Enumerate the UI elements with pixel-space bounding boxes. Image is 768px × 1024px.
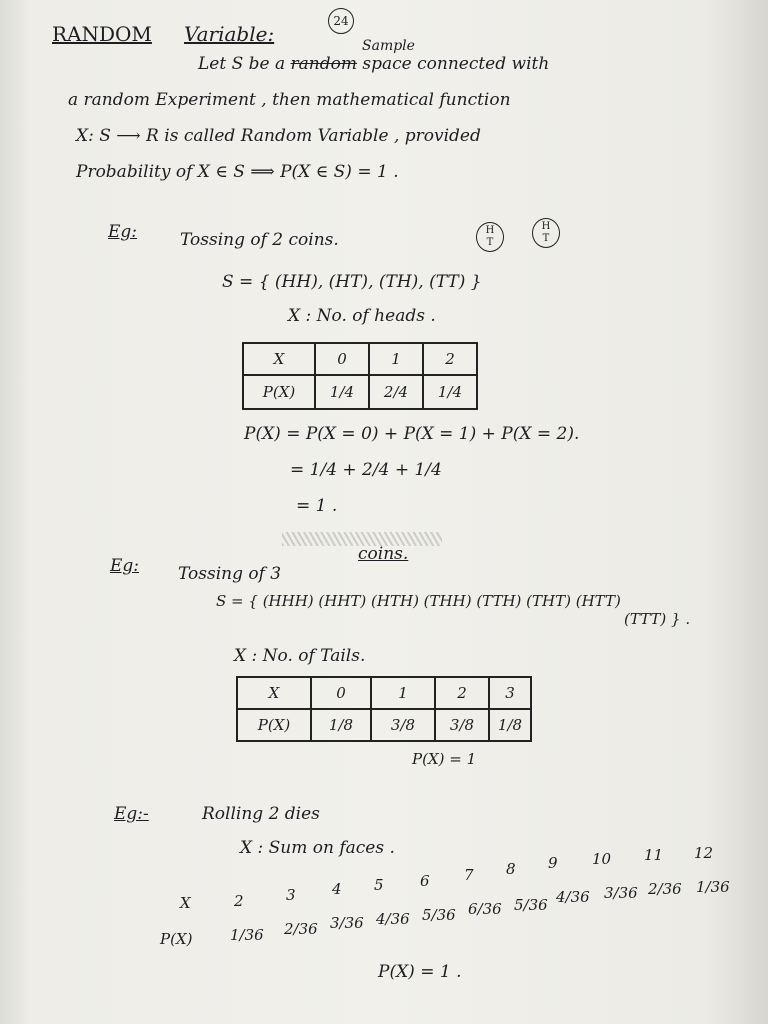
- table-cell: 3/8: [435, 709, 489, 741]
- p-value: 5/36: [514, 896, 548, 914]
- p-value: 6/36: [468, 900, 502, 918]
- x-row-label: X: [180, 894, 191, 912]
- x-value: 8: [506, 860, 516, 878]
- example2-sample-space-2: (TTT) } .: [624, 610, 691, 628]
- table-cell: 1/8: [489, 709, 531, 741]
- table-cell: 2: [435, 677, 489, 709]
- p-row-label: P(X): [160, 930, 193, 948]
- p-value: 1/36: [230, 926, 264, 944]
- table-cell: 1: [371, 677, 435, 709]
- table-row: [237, 709, 531, 741]
- example3-variable: X : Sum on faces .: [240, 838, 395, 858]
- table-cell: X: [237, 677, 311, 709]
- p-value: 4/36: [556, 888, 590, 906]
- x-value: 11: [644, 846, 664, 864]
- example1-variable: X : No. of heads .: [288, 306, 436, 326]
- example1-sum-3: = 1 .: [296, 496, 338, 516]
- table-row: [243, 343, 477, 375]
- insert-word: Sample: [362, 38, 415, 54]
- x-value: 3: [286, 886, 296, 904]
- table-cell: P(X): [237, 709, 311, 741]
- p-value: 3/36: [330, 914, 364, 932]
- x-value: 4: [332, 880, 342, 898]
- table-cell: 2/4: [369, 375, 423, 409]
- heading-random: RANDOM: [52, 22, 152, 46]
- example1-label: Eg:: [108, 222, 138, 242]
- example1-sample-space: S = { (HH), (HT), (TH), (TT) }: [222, 272, 482, 292]
- x-value: 12: [694, 844, 714, 862]
- table-cell: 0: [311, 677, 371, 709]
- table-row: [237, 677, 531, 709]
- p-value: 2/36: [648, 880, 682, 898]
- x-value: 9: [548, 854, 558, 872]
- example1-sum-1: P(X) = P(X = 0) + P(X = 1) + P(X = 2).: [244, 424, 580, 444]
- page-number: 24: [328, 8, 354, 34]
- example2-variable: X : No. of Tails.: [234, 646, 366, 666]
- table-cell: 3/8: [371, 709, 435, 741]
- table-cell: 1/4: [315, 375, 369, 409]
- table-cell: P(X): [243, 375, 315, 409]
- struck-word: random: [290, 54, 357, 74]
- definition-line-2: a random Experiment , then mathematical function: [68, 90, 511, 110]
- table-cell: 1/4: [423, 375, 477, 409]
- p-value: 4/36: [376, 910, 410, 928]
- example2-total: P(X) = 1: [412, 750, 477, 768]
- example3-title: Rolling 2 dies: [202, 804, 320, 824]
- example2-table: [236, 676, 532, 742]
- table-cell: X: [243, 343, 315, 375]
- example3-total: P(X) = 1 .: [378, 962, 462, 982]
- table-cell: 2: [423, 343, 477, 375]
- table-cell: 3: [489, 677, 531, 709]
- table-cell: 0: [315, 343, 369, 375]
- heading-variable: Variable:: [184, 22, 275, 46]
- p-value: 1/36: [696, 878, 730, 896]
- coin-2: H T: [532, 218, 560, 248]
- example1-title: Tossing of 2 coins.: [180, 230, 339, 250]
- x-value: 2: [234, 892, 244, 910]
- example3-label: Eg:-: [114, 804, 149, 824]
- example1-sum-2: = 1/4 + 2/4 + 1/4: [290, 460, 442, 480]
- p-value: 2/36: [284, 920, 318, 938]
- table-row: [243, 375, 477, 409]
- x-value: 10: [592, 850, 612, 868]
- example2-sample-space-1: S = { (HHH) (HHT) (HTH) (THH) (TTH) (THT) (HTT): [216, 592, 621, 610]
- x-value: 5: [374, 876, 384, 894]
- coin-1: H T: [476, 222, 504, 252]
- definition-line-4: Probability of X ∈ S ⟹ P(X ∈ S) = 1 .: [76, 162, 399, 182]
- p-value: 3/36: [604, 884, 638, 902]
- example2-label: Eg:: [110, 556, 140, 576]
- definition-line-1: Let S be a random space connected with: [198, 54, 550, 74]
- table-cell: 1: [369, 343, 423, 375]
- x-value: 6: [420, 872, 430, 890]
- table-cell: 1/8: [311, 709, 371, 741]
- definition-line-3: X: S ⟶ R is called Random Variable , provided: [76, 126, 481, 146]
- p-value: 5/36: [422, 906, 456, 924]
- example1-table: [242, 342, 478, 410]
- x-value: 7: [464, 866, 474, 884]
- example2-title-coins: coins.: [358, 544, 409, 564]
- example2-title: Tossing of 3: [178, 564, 282, 584]
